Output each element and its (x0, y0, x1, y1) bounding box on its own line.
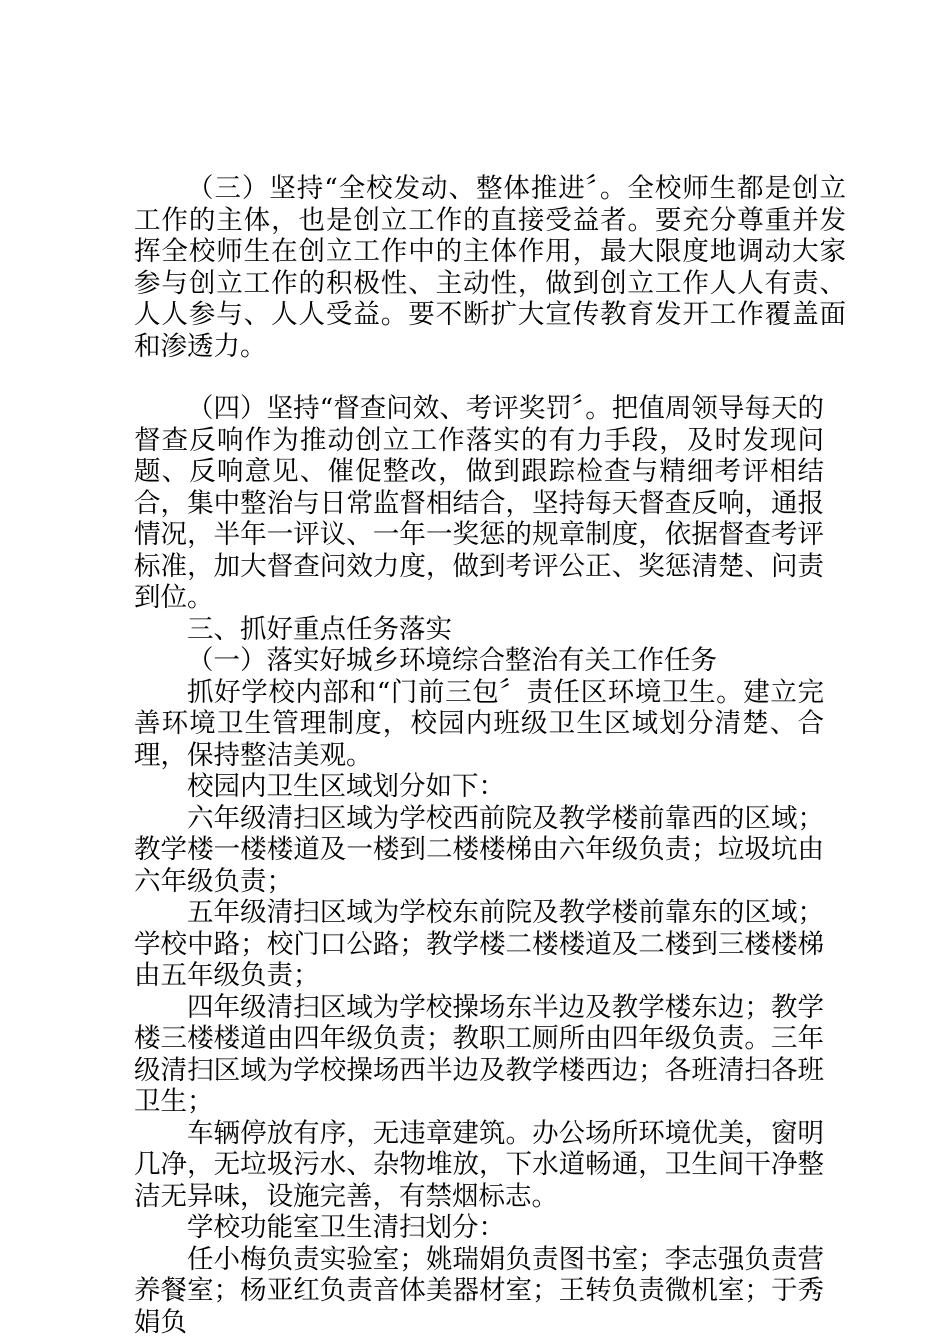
paragraph-principle-3: （三）坚持“全校发动、整体推进〞。全校师生都是创立工作的主体，也是创立工作的直接受益者。要充分尊重并发挥全校师生在创立工作中的主体作用，最大限度地调动大家参与创立工作的积极性、主动性，做到创立工作人人有责、人人参与、人人受益。要不断扩大宣传教育发开工作覆盖面和渗透力。 (134, 173, 846, 362)
paragraph-function-rooms-intro: 学校功能室卫生清扫划分： (187, 1212, 505, 1243)
paragraph-grade-6: 六年级清扫区域为学校西前院及教学楼前靠西的区域；教学楼一楼楼道及一楼到二楼楼梯由六年级负责；垃圾坑由六年级负责； (134, 802, 824, 897)
paragraph-grade-4-3: 四年级清扫区域为学校操场东半边及教学楼东边；教学楼三楼楼道由四年级负责；教职工厕所由四年级负责。三年级清扫区域为学校操场西半边及教学楼西边；各班清扫各班卫生； (134, 991, 824, 1117)
document-body (134, 173, 846, 1338)
subsection-heading-1: （一）落实好城乡环境综合整治有关工作任务 (187, 645, 717, 676)
paragraph-principle-4: （四）坚持“督查问效、考评奖罚〞。把值周领导每天的督查反响作为推动创立工作落实的有力手段，及时发现问题、反响意见、催促整改，做到跟踪检查与精细考评相结合，集中整治与日常监督相结合，坚持每天督查反响，通报情况，半年一评议、一年一奖惩的规章制度，依据督查考评标准，加大督查问效力度，做到考评公正、奖惩清楚、问责到位。 (134, 393, 824, 613)
section-heading-3: 三、抓好重点任务落实 (187, 613, 452, 645)
paragraph-environment: 抓好学校内部和“门前三包〞责任区环境卫生。建立完善环境卫生管理制度，校园内班级卫生区域划分清楚、合理，保持整洁美观。 (134, 676, 824, 771)
paragraph-office-environment: 车辆停放有序，无违章建筑。办公场所环境优美，窗明几净，无垃圾污水、杂物堆放，下水道畅通，卫生间干净整洁无异味，设施完善，有禁烟标志。 (134, 1117, 824, 1212)
paragraph-grade-5: 五年级清扫区域为学校东前院及教学楼前靠东的区域；学校中路；校门口公路；教学楼二楼楼道及二楼到三楼楼梯由五年级负责； (134, 897, 824, 991)
paragraph-function-rooms: 任小梅负责实验室；姚瑞娟负责图书室；李志强负责营养餐室；杨亚红负责音体美器材室；王转负责微机室；于秀娟负 (134, 1243, 824, 1338)
paragraph-area-intro: 校园内卫生区域划分如下： (187, 771, 505, 802)
